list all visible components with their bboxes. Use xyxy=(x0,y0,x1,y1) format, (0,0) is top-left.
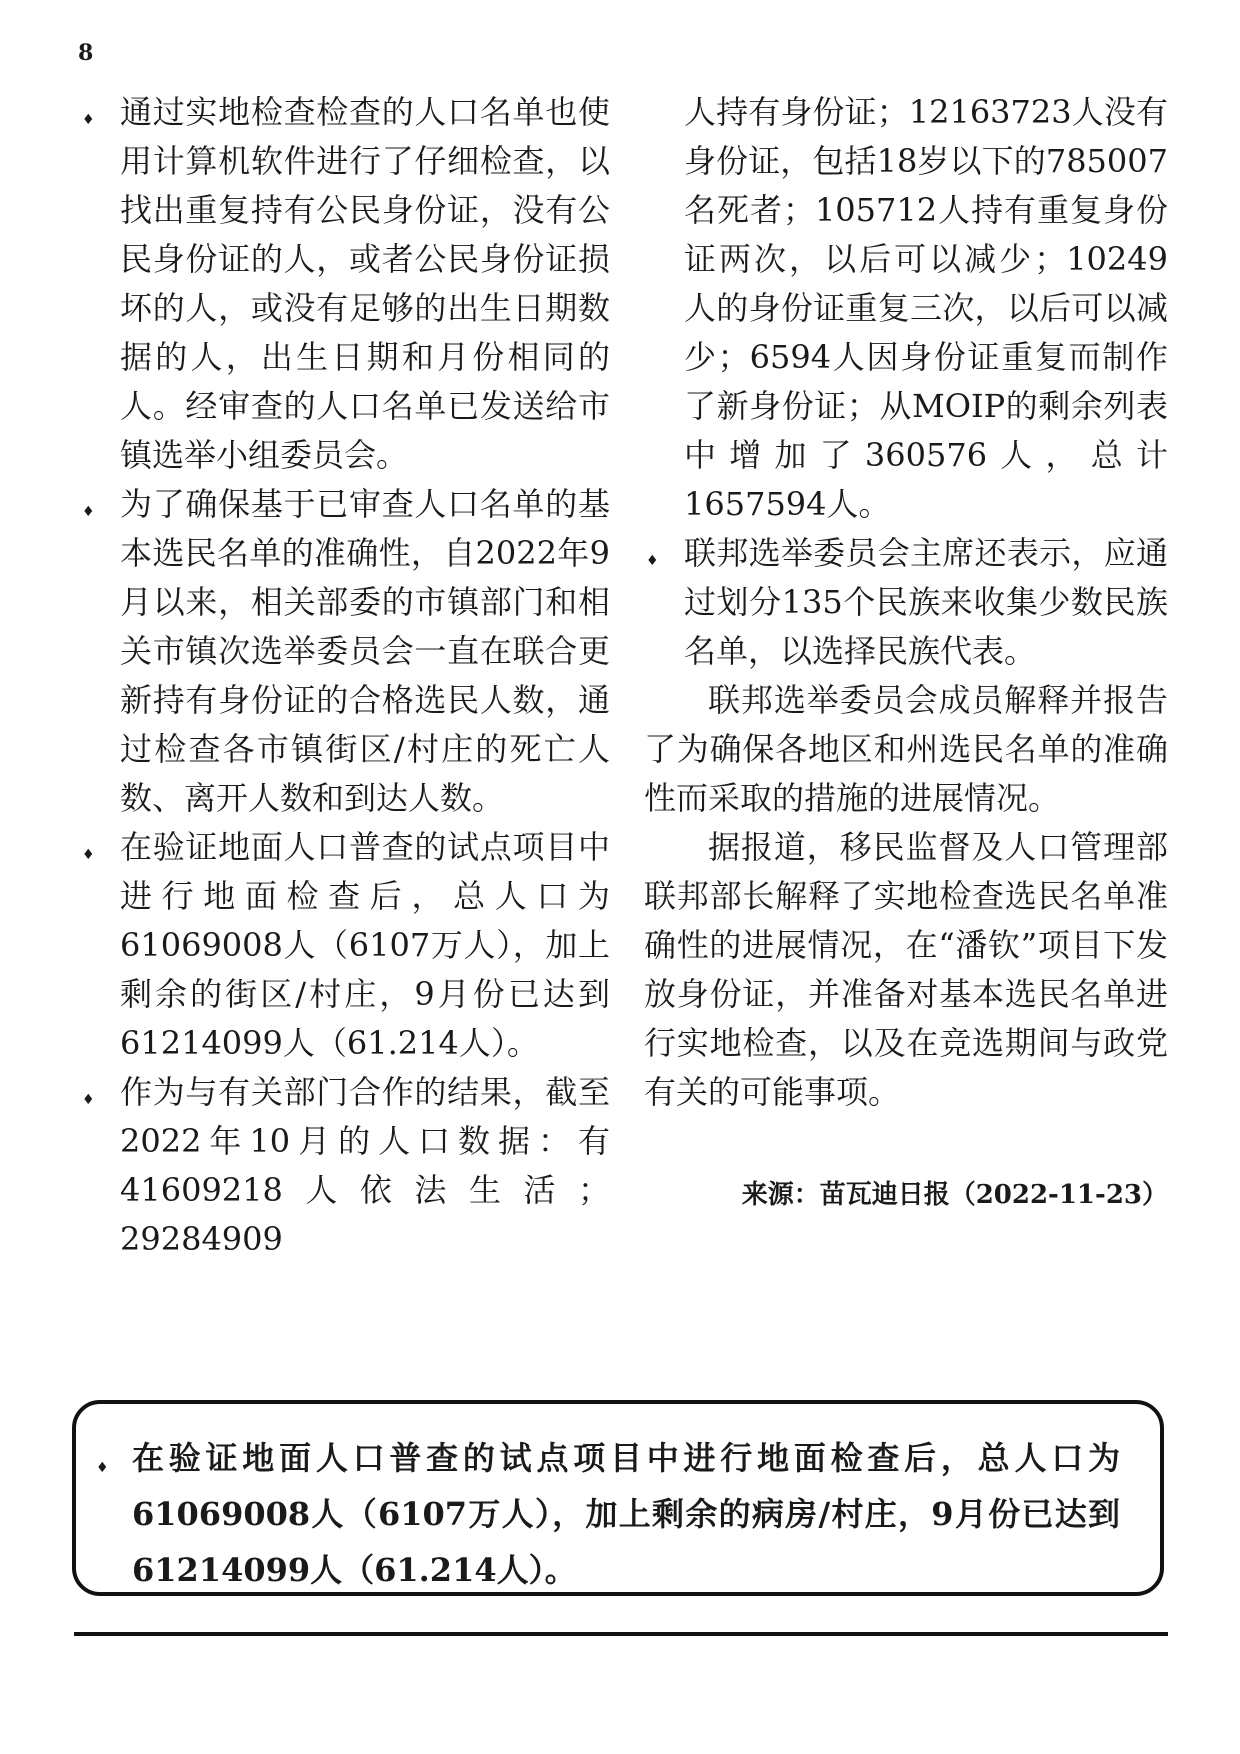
diamond-bullet-icon: ♦ xyxy=(82,112,95,128)
list-item xyxy=(80,88,610,480)
right-column xyxy=(644,88,1168,1220)
diamond-bullet-icon: ♦ xyxy=(82,504,95,520)
source-citation: 来源：苗瓦迪日报（2022-11-23） xyxy=(741,1180,1168,1210)
list-item-text: 通过实地检查检查的人口名单也使用计算机软件进行了仔细检查，以找出重复持有公民身份证，没有公民身份证的人，或者公民身份证损坏的人，或没有足够的出生日期数据的人，出生日期和月份相同的人。经审查的人口名单已发送给市镇选举小组委员会。 xyxy=(120,93,610,474)
list-item xyxy=(80,823,610,1068)
diamond-bullet-icon: ♦ xyxy=(82,1092,95,1108)
diamond-bullet-icon: ♦ xyxy=(82,847,95,863)
list-item-continuation: 人持有身份证；12163723人没有身份证，包括18岁以下的785007名死者；105712人持有重复身份证两次，以后可以减少；10249人的身份证重复三次，以后可以减少；6594人因身份证重复而制作了新身份证；从MOIP的剩余列表中增加了360576人，总计1657594人。 xyxy=(684,93,1168,523)
list-item xyxy=(644,529,1168,676)
bottom-divider xyxy=(74,1632,1168,1636)
diamond-bullet-icon: ♦ xyxy=(646,553,659,569)
body-paragraph: 联邦选举委员会成员解释并报告了为确保各地区和州选民名单的准确性而采取的措施的进展情况。 xyxy=(644,681,1168,817)
page-number: 8 xyxy=(78,40,94,66)
list-item xyxy=(80,1068,610,1264)
left-column xyxy=(80,88,610,1264)
callout-text: 在验证地面人口普查的试点项目中进行地面检查后，总人口为61069008人（6107万人），加上剩余的病房/村庄，9月份已达到61214099人（61.214人）。 xyxy=(132,1439,1120,1589)
list-item-text: 作为与有关部门合作的结果，截至2022年10月的人口数据：有41609218人依法生活；29284909 xyxy=(120,1073,610,1258)
callout-box xyxy=(72,1400,1164,1596)
list-item-text: 在验证地面人口普查的试点项目中进行地面检查后，总人口为61069008人（6107万人），加上剩余的街区/村庄，9月份已达到61214099人（61.214人）。 xyxy=(120,828,610,1062)
list-item xyxy=(80,480,610,823)
list-item-text: 为了确保基于已审查人口名单的基本选民名单的准确性，自2022年9月以来，相关部委的市镇部门和相关市镇次选举委员会一直在联合更新持有身份证的合格选民人数，通过检查各市镇街区/村庄的死亡人数、离开人数和到达人数。 xyxy=(120,485,610,817)
list-item-text: 联邦选举委员会主席还表示，应通过划分135个民族来收集少数民族名单，以选择民族代表。 xyxy=(684,534,1168,670)
body-paragraph: 据报道，移民监督及人口管理部联邦部长解释了实地检查选民名单准确性的进展情况，在“潘钦”项目下发放身份证，并准备对基本选民名单进行实地检查，以及在竞选期间与政党有关的可能事项。 xyxy=(644,828,1168,1111)
diamond-bullet-icon: ♦ xyxy=(96,1460,109,1476)
